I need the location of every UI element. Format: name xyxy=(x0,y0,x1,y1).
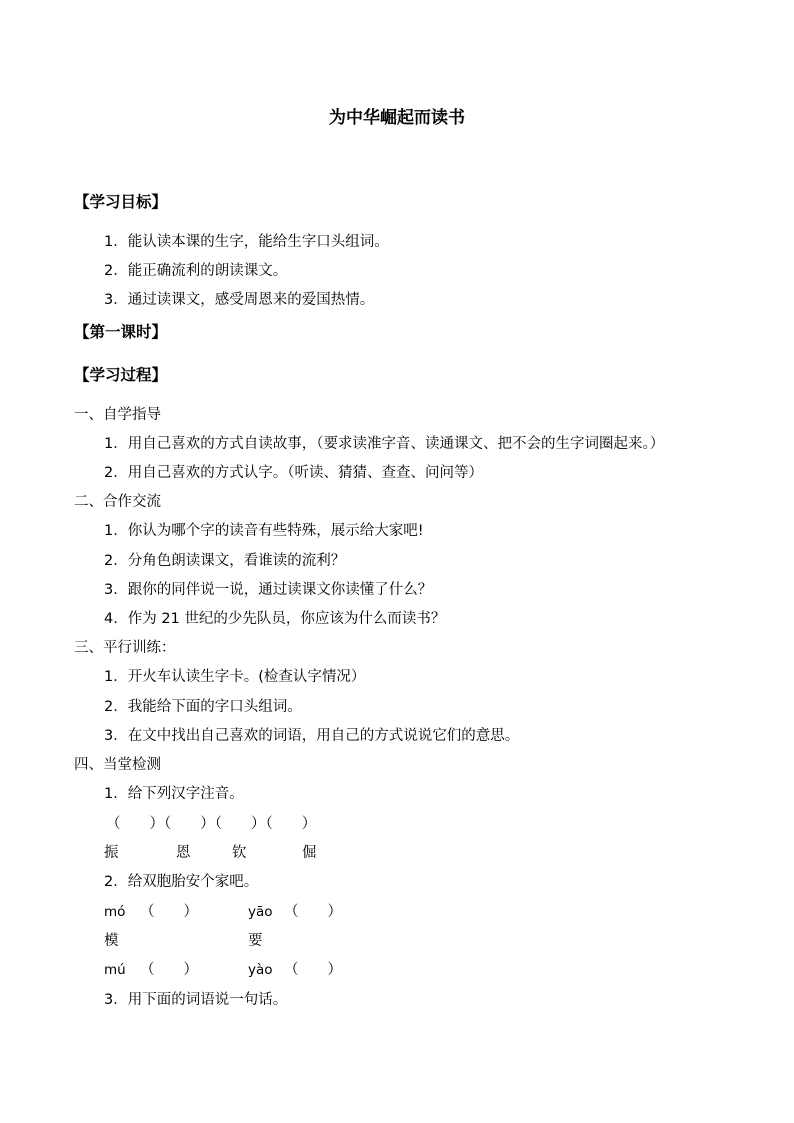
goal-item: 2．能正确流利的朗读课文。 xyxy=(104,263,288,279)
goal-item: 1．能认读本课的生字，能给生字口头组词。 xyxy=(104,234,389,250)
question: 2．给双胞胎安个家吧。 xyxy=(104,874,259,890)
pinyin-label: yāo xyxy=(248,904,273,920)
list-item: 3．在文中找出自己喜欢的词语，用自己的方式说说它们的意思。 xyxy=(104,728,520,744)
answer-blank: （ ） xyxy=(140,962,198,978)
list-item: 2．分角色朗读课文，看谁读的流利？ xyxy=(104,553,346,569)
hanzi-char: 模 xyxy=(104,933,119,949)
pinyin-blanks: （ ）（ ）（ ）（ ） xyxy=(106,816,317,832)
page-title: 为中华崛起而读书 xyxy=(329,108,465,128)
process-header: 【学习过程】 xyxy=(74,366,168,384)
hanzi-char: 振 xyxy=(104,845,119,861)
hanzi-char: 要 xyxy=(248,933,263,949)
list-item: 4．作为 21 世纪的少先队员，你应该为什么而读书？ xyxy=(104,611,446,627)
hanzi-char: 钦 xyxy=(232,845,247,861)
answer-blank: （ ） xyxy=(284,962,342,978)
answer-blank: （ ） xyxy=(284,904,342,920)
goal-item: 3．通过读课文，感受周恩来的爱国热情。 xyxy=(104,292,375,308)
list-item: 1．开火车认读生字卡。(检查认字情况） xyxy=(104,669,366,685)
question: 1．给下列汉字注音。 xyxy=(104,786,244,802)
goals-header: 【学习目标】 xyxy=(74,193,168,211)
list-item: 1．你认为哪个字的读音有些特殊，展示给大家吧! xyxy=(104,523,424,539)
hanzi-char: 倔 xyxy=(302,845,317,861)
answer-blank: （ ） xyxy=(140,904,198,920)
section-title: 四、当堂检测 xyxy=(74,757,161,773)
question: 3．用下面的词语说一句话。 xyxy=(104,992,288,1008)
section-title: 三、平行训练： xyxy=(74,640,176,656)
lesson-header: 【第一课时】 xyxy=(74,323,168,341)
pinyin-label: mó xyxy=(104,904,126,920)
hanzi-char: 恩 xyxy=(176,845,191,861)
list-item: 3．跟你的同伴说一说，通过读课文你读懂了什么？ xyxy=(104,582,433,598)
pinyin-label: yào xyxy=(248,962,273,978)
list-item: 2．我能给下面的字口头组词。 xyxy=(104,699,302,715)
list-item: 1．用自己喜欢的方式自读故事，（要求读准字音、读通课文、把不会的生字词圈起来。） xyxy=(104,436,665,452)
section-title: 一、自学指导 xyxy=(74,407,161,423)
section-title: 二、合作交流 xyxy=(74,494,161,510)
list-item: 2．用自己喜欢的方式认字。（听读、猜猜、查查、问问等） xyxy=(104,465,483,481)
pinyin-label: mú xyxy=(104,962,126,978)
